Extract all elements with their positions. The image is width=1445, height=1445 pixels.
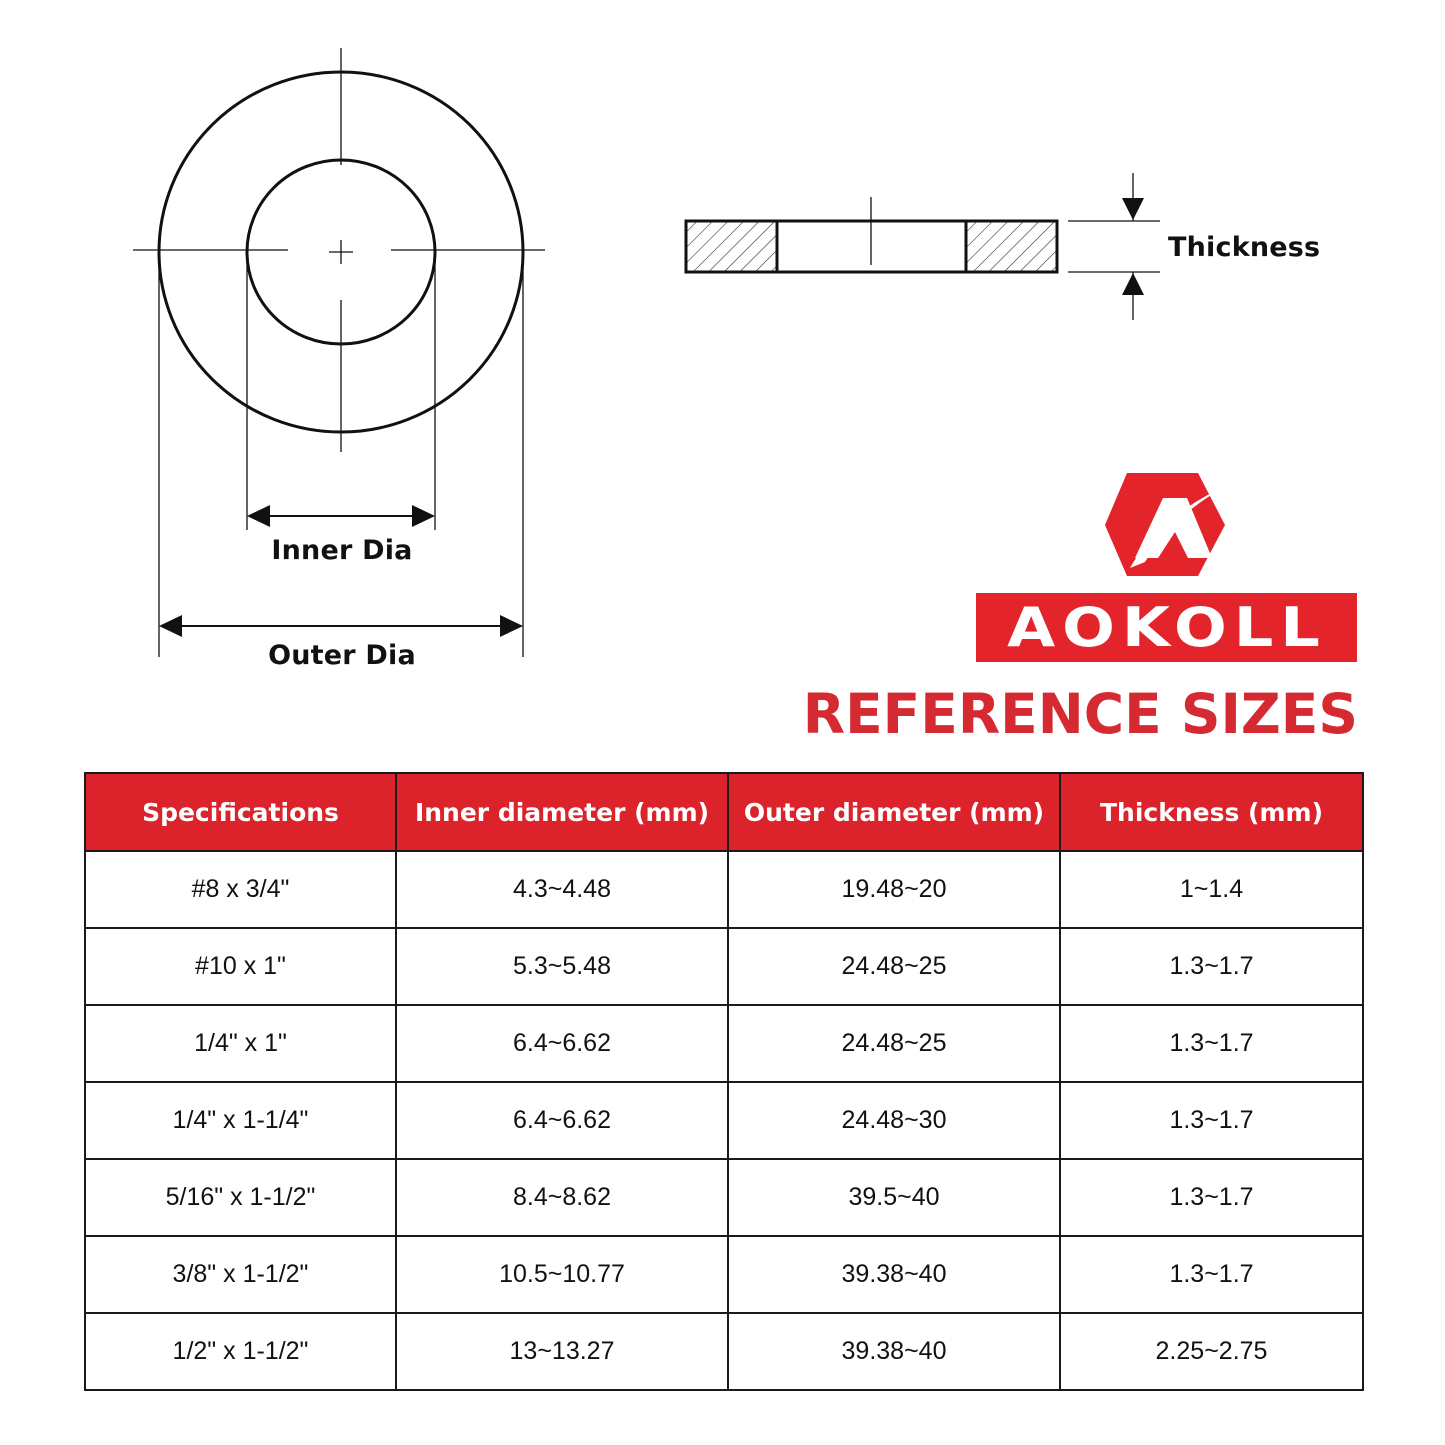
cell-specification: 3/8" x 1-1/2": [85, 1236, 396, 1313]
cell-outer-diameter: 24.48~30: [728, 1082, 1060, 1159]
cell-specification: 1/4" x 1": [85, 1005, 396, 1082]
column-header-specifications: Specifications: [85, 773, 396, 851]
cell-inner-diameter: 10.5~10.77: [396, 1236, 728, 1313]
column-header-thickness: Thickness (mm): [1060, 773, 1363, 851]
cell-outer-diameter: 24.48~25: [728, 928, 1060, 1005]
cell-outer-diameter: 39.38~40: [728, 1236, 1060, 1313]
cell-inner-diameter: 6.4~6.62: [396, 1005, 728, 1082]
cell-inner-diameter: 13~13.27: [396, 1313, 728, 1390]
thickness-arrow-up-icon: [1122, 273, 1144, 295]
cell-inner-diameter: 5.3~5.48: [396, 928, 728, 1005]
cell-specification: #8 x 3/4": [85, 851, 396, 928]
table-row: [85, 1005, 1363, 1082]
table-row: [85, 928, 1363, 1005]
table-row: [85, 1236, 1363, 1313]
outer-dia-label: Outer Dia: [268, 640, 416, 671]
cell-thickness: 1.3~1.7: [1060, 1236, 1363, 1313]
inner-dia-label: Inner Dia: [271, 535, 413, 566]
cell-inner-diameter: 6.4~6.62: [396, 1082, 728, 1159]
cell-specification: 1/2" x 1-1/2": [85, 1313, 396, 1390]
outer-dia-dimension-arrow: [159, 615, 523, 637]
table-row: [85, 1082, 1363, 1159]
table-row: [85, 1313, 1363, 1390]
cell-thickness: 1~1.4: [1060, 851, 1363, 928]
washer-cross-section-diagram: [660, 160, 1160, 340]
cell-specification: #10 x 1": [85, 928, 396, 1005]
cell-thickness: 1.3~1.7: [1060, 1005, 1363, 1082]
thickness-arrow-down-icon: [1122, 198, 1144, 220]
column-header-inner-diameter: Inner diameter (mm): [396, 773, 728, 851]
cell-specification: 5/16" x 1-1/2": [85, 1159, 396, 1236]
cell-outer-diameter: 39.38~40: [728, 1313, 1060, 1390]
cell-inner-diameter: 4.3~4.48: [396, 851, 728, 928]
inner-dia-dimension-arrow: [247, 505, 435, 527]
hatched-section-left: [686, 221, 777, 272]
table-row: [85, 851, 1363, 928]
table-row: [85, 1159, 1363, 1236]
cell-outer-diameter: 39.5~40: [728, 1159, 1060, 1236]
cell-inner-diameter: 8.4~8.62: [396, 1159, 728, 1236]
thickness-label: Thickness: [1168, 232, 1321, 263]
cell-specification: 1/4" x 1-1/4": [85, 1082, 396, 1159]
reference-sizes-table: [84, 772, 1364, 1391]
page-title: REFERENCE SIZES: [802, 682, 1358, 746]
cell-thickness: 1.3~1.7: [1060, 1159, 1363, 1236]
brand-logo-banner: [976, 593, 1357, 662]
cell-thickness: 2.25~2.75: [1060, 1313, 1363, 1390]
hatched-section-right: [966, 221, 1057, 272]
washer-front-view-diagram: [0, 0, 700, 700]
hexagon-a-logo-icon: [1100, 470, 1235, 580]
table-header-row: [85, 773, 1363, 851]
cell-thickness: 1.3~1.7: [1060, 928, 1363, 1005]
cell-outer-diameter: 19.48~20: [728, 851, 1060, 928]
brand-name: AOKOLL: [1006, 596, 1327, 659]
cell-outer-diameter: 24.48~25: [728, 1005, 1060, 1082]
center-lines: [133, 48, 545, 452]
column-header-outer-diameter: Outer diameter (mm): [728, 773, 1060, 851]
cell-thickness: 1.3~1.7: [1060, 1082, 1363, 1159]
